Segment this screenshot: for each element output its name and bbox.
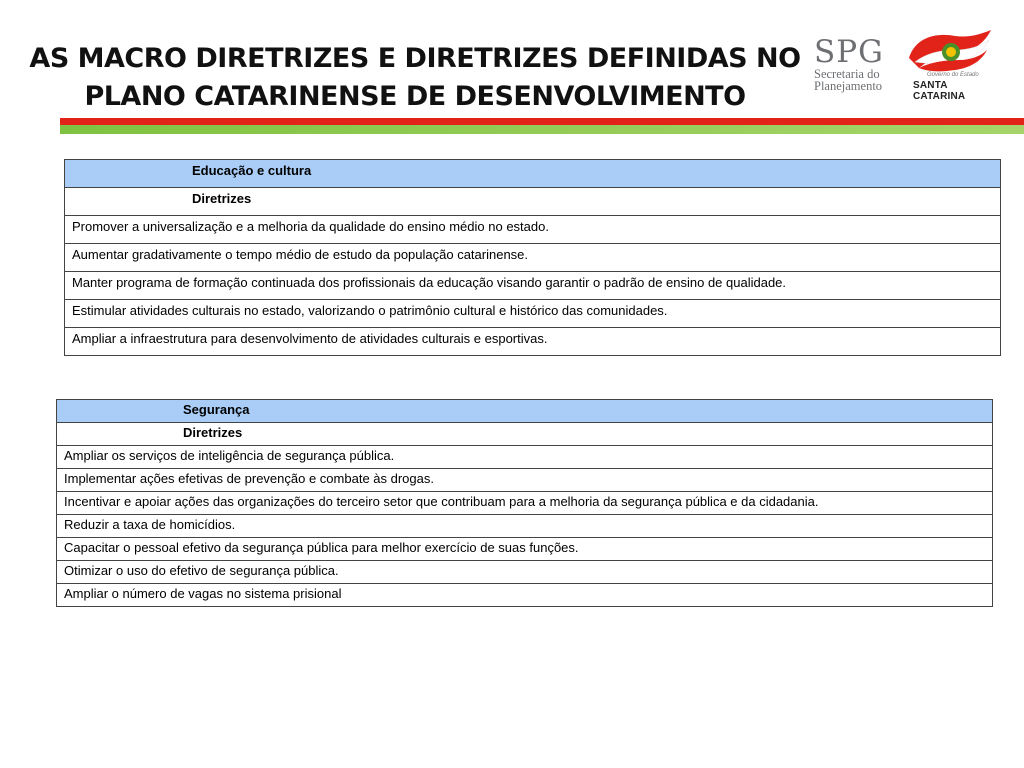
table-cell: Implementar ações efetivas de prevenção e combate às drogas.	[57, 469, 993, 492]
spg-logo-line-1: Secretaria do	[814, 67, 880, 81]
table-cell: Promover a universalização e a melhoria da qualidade do ensino médio no estado.	[65, 216, 1001, 244]
table-header-cell	[57, 400, 993, 423]
table-row	[57, 446, 993, 469]
spg-logo	[814, 36, 904, 96]
table-cell: Incentivar e apoiar ações das organizações do terceiro setor que contribuam para a melhoria da segurança pública e da cidadania.	[57, 492, 993, 515]
table-row	[65, 244, 1001, 272]
table-row	[57, 538, 993, 561]
table-row	[57, 584, 993, 607]
header-green-bar	[60, 125, 1024, 134]
table-header-row	[65, 160, 1001, 188]
table-subheader-row	[57, 423, 993, 446]
table-row	[65, 300, 1001, 328]
table-subheader-text: Diretrizes	[192, 191, 252, 206]
table-subheader-row	[65, 188, 1001, 216]
slide-title	[20, 40, 810, 116]
table-cell: Ampliar a infraestrutura para desenvolvimento de atividades culturais e esportivas.	[65, 328, 1001, 356]
table-row	[65, 272, 1001, 300]
table-cell: Estimular atividades culturais no estado, valorizando o patrimônio cultural e histórico das comunidades.	[65, 300, 1001, 328]
table-header-cell	[65, 160, 1001, 188]
table-header-text: Educação e cultura	[192, 163, 312, 178]
table-cell: Ampliar os serviços de inteligência de segurança pública.	[57, 446, 993, 469]
santa-catarina-flag-icon	[905, 28, 995, 74]
table-seguranca	[56, 399, 993, 607]
table-cell: Aumentar gradativamente o tempo médio de estudo da população catarinense.	[65, 244, 1001, 272]
table-header-text: Segurança	[183, 402, 250, 417]
table-educacao-cultura	[64, 159, 1001, 356]
table-cell: Otimizar o uso do efetivo de segurança pública.	[57, 561, 993, 584]
table-cell: Manter programa de formação continuada dos profissionais da educação visando garantir o padrão de ensino de qualidade.	[65, 272, 1001, 300]
sc-logo-small-text: Governo do Estado	[927, 72, 979, 78]
table-row	[57, 492, 993, 515]
slide-title-line-1: AS MACRO DIRETRIZES E DIRETRIZES DEFINIDAS NO	[29, 43, 801, 74]
table-cell: Capacitar o pessoal efetivo da segurança pública para melhor exercício de suas funções.	[57, 538, 993, 561]
table-row	[57, 561, 993, 584]
spg-logo-letters: SPG	[814, 34, 884, 70]
slide-title-line-2: PLANO CATARINENSE DE DESENVOLVIMENTO	[84, 81, 746, 112]
table-cell: Ampliar o número de vagas no sistema prisional	[57, 584, 993, 607]
header-red-bar	[60, 118, 1024, 125]
sc-logo-name: SANTA CATARINA	[913, 80, 966, 102]
table-subheader-text: Diretrizes	[183, 425, 243, 440]
table-row	[65, 216, 1001, 244]
table-subheader-cell	[65, 188, 1001, 216]
table-cell: Reduzir a taxa de homicídios.	[57, 515, 993, 538]
table-row	[57, 515, 993, 538]
spg-logo-line-2: Planejamento	[814, 79, 883, 93]
table-subheader-cell	[57, 423, 993, 446]
santa-catarina-logo	[905, 28, 995, 102]
table-row	[65, 328, 1001, 356]
table-header-row	[57, 400, 993, 423]
table-row	[57, 469, 993, 492]
